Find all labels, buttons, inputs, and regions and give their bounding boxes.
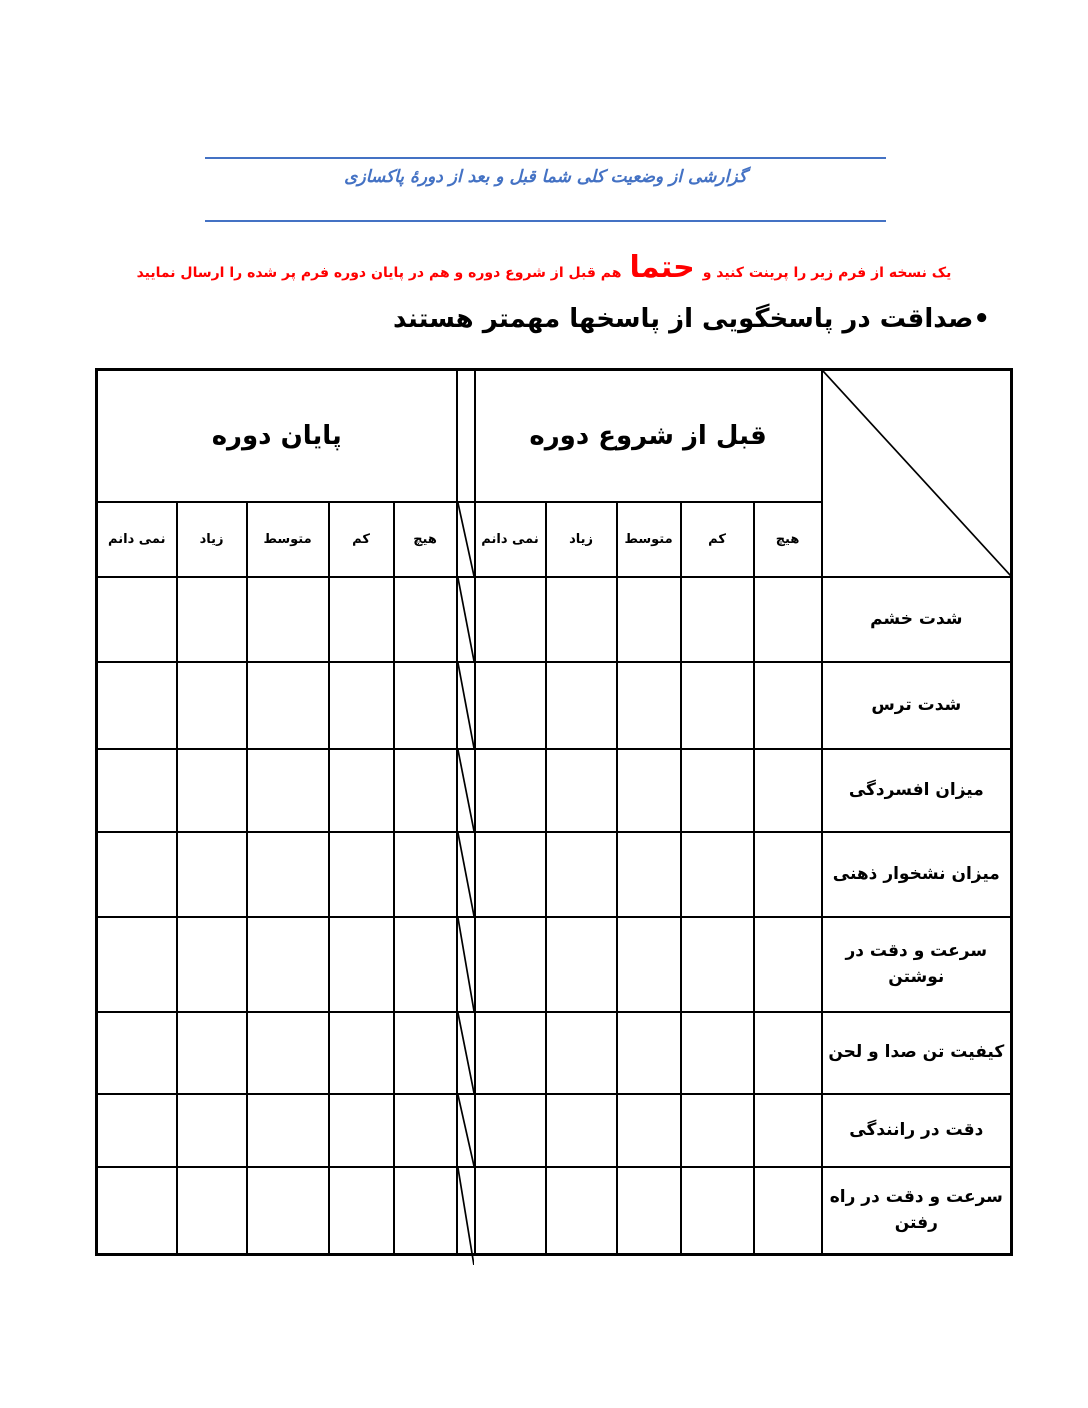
answer-cell[interactable] [394,832,457,917]
row-label-rumination: میزان نشخوار ذهنی [822,832,1012,917]
scale-header-medium: متوسط [617,502,681,577]
separator-cell [457,662,475,749]
answer-cell[interactable] [754,1012,822,1094]
answer-cell[interactable] [177,917,247,1012]
answer-cell[interactable] [754,1094,822,1167]
table-row [97,1012,1012,1094]
print-instruction-note [0,250,1088,285]
row-label-voice: کیفیت تن صدا و لحن [822,1012,1012,1094]
answer-cell[interactable] [475,1012,546,1094]
answer-cell[interactable] [97,749,177,832]
diagonal-line-icon [458,1013,474,1093]
answer-cell[interactable] [475,1167,546,1255]
top-divider-line [205,157,886,159]
answer-cell[interactable] [329,1094,394,1167]
answer-cell[interactable] [546,1094,617,1167]
answer-cell[interactable] [329,917,394,1012]
answer-cell[interactable] [681,662,754,749]
scale-header-much: زیاد [177,502,247,577]
separator-cell [457,1094,475,1167]
diagonal-line-icon [458,1168,474,1266]
answer-cell[interactable] [177,577,247,662]
note-text-after: هم قبل از شروع دوره و هم در پایان دوره فرم پر شده را ارسال نمایید [136,265,622,281]
table-row [97,832,1012,917]
diagonal-line-icon [458,918,474,1011]
answer-cell[interactable] [247,1012,329,1094]
answer-cell[interactable] [97,917,177,1012]
answer-cell[interactable] [754,749,822,832]
diagonal-line-icon [823,371,1011,576]
row-label-driving: دقت در رانندگی [822,1094,1012,1167]
answer-cell[interactable] [329,1167,394,1255]
answer-cell[interactable] [247,917,329,1012]
answer-cell[interactable] [97,1094,177,1167]
separator-cell [457,832,475,917]
table-row [97,749,1012,832]
answer-cell[interactable] [546,749,617,832]
scale-header-little: کم [329,502,394,577]
answer-cell[interactable] [475,832,546,917]
answer-cell[interactable] [617,832,681,917]
answer-cell[interactable] [177,749,247,832]
bottom-divider-line [205,220,886,222]
answer-cell[interactable] [617,1167,681,1255]
answer-cell[interactable] [617,1012,681,1094]
row-label-writing: سرعت و دقت در نوشتن [822,917,1012,1012]
answer-cell[interactable] [247,662,329,749]
answer-cell[interactable] [475,749,546,832]
answer-cell[interactable] [329,749,394,832]
answer-cell[interactable] [97,662,177,749]
answer-cell[interactable] [247,749,329,832]
separator-cell [457,502,475,577]
corner-header-cell [822,370,1012,577]
scale-header-much: زیاد [546,502,617,577]
answer-cell[interactable] [394,1167,457,1255]
diagonal-line-icon [458,1095,474,1166]
answer-cell[interactable] [617,577,681,662]
answer-cell[interactable] [681,1012,754,1094]
answer-cell[interactable] [247,577,329,662]
answer-cell[interactable] [329,1012,394,1094]
answer-cell[interactable] [546,917,617,1012]
section-header-before-course: قبل از شروع دوره [475,370,822,502]
row-label-fear: شدت ترس [822,662,1012,749]
answer-cell[interactable] [681,1094,754,1167]
separator-cell [457,917,475,1012]
answer-cell[interactable] [617,662,681,749]
answer-cell[interactable] [247,832,329,917]
separator-cell [457,1012,475,1094]
answer-cell[interactable] [177,1012,247,1094]
answer-cell[interactable] [617,749,681,832]
answer-cell[interactable] [546,1012,617,1094]
answer-cell[interactable] [754,832,822,917]
answer-cell[interactable] [546,1167,617,1255]
answer-cell[interactable] [177,662,247,749]
answer-cell[interactable] [247,1167,329,1255]
diagonal-line-icon [458,503,474,576]
diagonal-line-icon [458,578,474,661]
answer-cell[interactable] [681,832,754,917]
table-row [97,1167,1012,1255]
answer-cell[interactable] [394,917,457,1012]
scale-header-dontknow: نمی دانم [475,502,546,577]
answer-cell[interactable] [394,577,457,662]
answer-cell[interactable] [247,1094,329,1167]
answer-cell[interactable] [617,917,681,1012]
answer-cell[interactable] [754,662,822,749]
answer-cell[interactable] [177,832,247,917]
answer-cell[interactable] [617,1094,681,1167]
answer-cell[interactable] [97,832,177,917]
row-label-anger: شدت خشم [822,577,1012,662]
separator-cell [457,749,475,832]
row-label-depression: میزان افسردگی [822,749,1012,832]
scale-header-little: کم [681,502,754,577]
answer-cell[interactable] [394,1012,457,1094]
answer-cell[interactable] [329,577,394,662]
section-title-row [97,370,1012,502]
answer-cell[interactable] [681,1167,754,1255]
answer-cell[interactable] [177,1167,247,1255]
answer-cell[interactable] [546,662,617,749]
answer-cell[interactable] [475,662,546,749]
scale-header-none: هیچ [754,502,822,577]
answer-cell[interactable] [546,832,617,917]
honesty-heading: •صداقت در پاسخگویی از پاسخها مهمتر هستند [392,304,990,334]
answer-cell[interactable] [475,577,546,662]
section-header-end-course: پایان دوره [97,370,457,502]
answer-cell[interactable] [394,662,457,749]
table-row [97,917,1012,1012]
answer-cell[interactable] [681,577,754,662]
answer-cell[interactable] [329,832,394,917]
table-row [97,577,1012,662]
answer-cell[interactable] [97,1167,177,1255]
diagonal-line-icon [458,750,474,831]
answer-cell[interactable] [394,1094,457,1167]
table-row [97,1094,1012,1167]
answer-cell[interactable] [97,577,177,662]
answer-cell[interactable] [177,1094,247,1167]
scale-header-dontknow: نمی دانم [97,502,177,577]
answer-cell[interactable] [475,1094,546,1167]
answer-cell[interactable] [754,917,822,1012]
answer-cell[interactable] [475,917,546,1012]
diagonal-line-icon [458,663,474,748]
answer-cell[interactable] [546,577,617,662]
answer-cell[interactable] [681,749,754,832]
scale-header-none: هیچ [394,502,457,577]
row-label-walking: سرعت و دقت در راه رفتن [822,1167,1012,1255]
answer-cell[interactable] [329,662,394,749]
separator-cell [457,370,475,502]
table-row [97,662,1012,749]
rating-table [95,368,1013,1256]
diagonal-line-icon [458,833,474,916]
note-emphasis: حتما [629,250,695,285]
document-title: گزارشی از وضعیت کلی شما قبل و بعد از دورهٔ پاکسازی [344,167,747,187]
separator-cell [457,577,475,662]
answer-cell[interactable] [681,917,754,1012]
answer-cell[interactable] [754,577,822,662]
note-text-before: یک نسخه از فرم زیر را پرینت کنید و [702,265,952,281]
separator-cell [457,1167,475,1255]
answer-cell[interactable] [97,1012,177,1094]
scale-header-medium: متوسط [247,502,329,577]
answer-cell[interactable] [754,1167,822,1255]
answer-cell[interactable] [394,749,457,832]
